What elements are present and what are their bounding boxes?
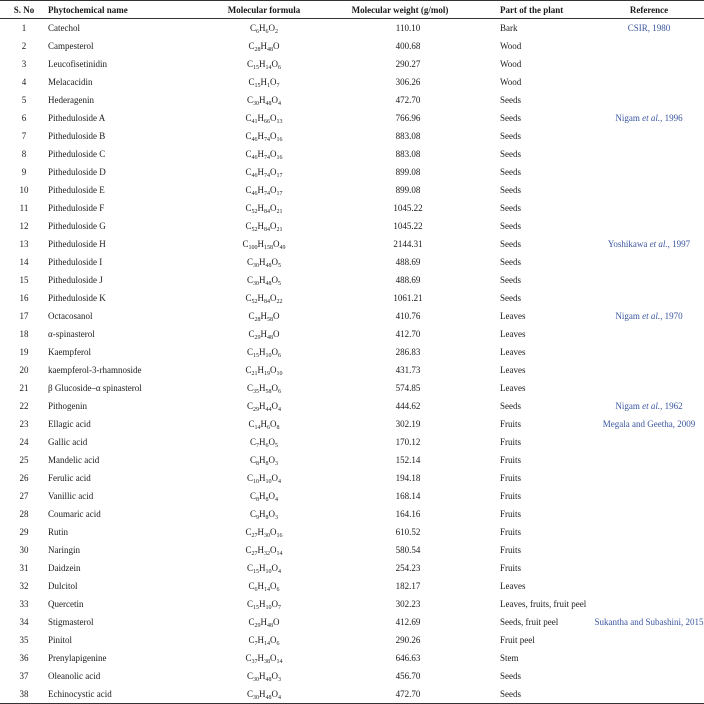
row-name: Pitheduloside I: [48, 257, 103, 267]
row-reference: [594, 667, 704, 685]
table-row: [0, 379, 704, 397]
table-row: [0, 91, 704, 109]
row-formula: $C_6H_{14}O_6$: [248, 581, 280, 593]
row-formula: $C_{30}H_{48}O_5$: [246, 275, 281, 287]
row-reference: [594, 487, 704, 505]
row-part: Leaves: [500, 581, 526, 591]
row-formula: $C_{14}H_6O_8$: [248, 419, 280, 431]
table-row: [0, 667, 704, 685]
row-mw: 254.23: [395, 563, 421, 573]
row-formula: $C_{29}H_{48}O$: [248, 617, 280, 629]
row-reference: Nigam et al., 1970: [615, 311, 683, 321]
row-sno: 17: [19, 311, 29, 321]
row-part: Fruits: [500, 455, 522, 465]
row-name: Gallic acid: [48, 437, 88, 447]
row-mw: 286.83: [395, 347, 421, 357]
row-part: Fruits: [500, 509, 522, 519]
table-row: [0, 19, 704, 38]
row-reference: [594, 271, 704, 289]
header-mw: Molecular weight (g/mol): [330, 1, 470, 19]
row-formula: $C_{27}H_{30}O_{16}$: [245, 527, 283, 539]
row-mw: 456.70: [395, 671, 421, 681]
header-name: Phytochemical name: [48, 1, 198, 19]
row-part: Fruits: [500, 527, 522, 537]
row-mw: 472.70: [395, 95, 421, 105]
row-formula: $C_9H_8O_3$: [249, 509, 278, 521]
row-mw: 290.27: [395, 59, 421, 69]
table-row: [0, 217, 704, 235]
row-sno: 33: [19, 599, 29, 609]
row-name: Leucofisetinidin: [48, 59, 107, 69]
row-mw: 2144.31: [393, 239, 423, 249]
table-row: [0, 199, 704, 217]
row-sno: 8: [21, 149, 27, 159]
table-row: [0, 253, 704, 271]
table-row: [0, 361, 704, 379]
row-formula: $C_{28}H_{48}O$: [248, 41, 280, 53]
table-row: [0, 577, 704, 595]
row-name: Pitheduloside C: [48, 149, 106, 159]
row-reference: [594, 379, 704, 397]
row-name: Naringin: [48, 545, 80, 555]
row-sno: 38: [0, 685, 48, 704]
row-reference: [594, 181, 704, 199]
row-part: Seeds: [500, 167, 521, 177]
table-row: [0, 451, 704, 469]
row-name: Vanillic acid: [48, 491, 94, 501]
row-reference: [594, 127, 704, 145]
row-reference: [594, 289, 704, 307]
row-part: Wood: [500, 59, 522, 69]
row-part: Seeds: [500, 203, 521, 213]
row-part: Seeds: [500, 257, 521, 267]
row-reference: [594, 469, 704, 487]
row-sno: 19: [19, 347, 29, 357]
row-sno: 6: [21, 113, 27, 123]
row-name: Hederagenin: [48, 95, 94, 105]
row-formula: $C_{46}H_{74}O_{16}$: [245, 131, 283, 143]
row-reference: [594, 163, 704, 181]
row-formula: $C_{30}H_{48}O_3$: [246, 671, 281, 683]
row-formula: $C_{15}H_{14}O_6$: [246, 59, 281, 71]
row-formula: $C_7H_6O_5$: [249, 437, 278, 449]
table-row: [0, 37, 704, 55]
row-mw: 444.62: [395, 401, 421, 411]
row-reference: [594, 253, 704, 271]
row-name: Melacacidin: [48, 77, 93, 87]
row-reference: Megala and Geetha, 2009: [602, 419, 696, 429]
row-formula: $C_{28}H_{58}O$: [248, 311, 280, 323]
row-part: Fruits: [500, 563, 522, 573]
row-part: Bark: [500, 23, 518, 33]
row-reference: [594, 685, 704, 704]
row-name: Pitheduloside K: [48, 293, 106, 303]
row-part: Fruits: [500, 545, 522, 555]
row-mw: 194.18: [395, 473, 421, 483]
row-sno: 5: [21, 95, 27, 105]
row-formula: $C_{30}H_{48}O_4$: [246, 95, 281, 107]
row-mw: 1045.22: [393, 203, 423, 213]
row-reference: [594, 433, 704, 451]
row-mw: 1061.21: [393, 293, 423, 303]
row-formula: $C_{29}H_{44}O_4$: [246, 401, 281, 413]
row-reference: [594, 217, 704, 235]
header-sno: S. No: [0, 1, 48, 19]
row-name: Quercetin: [48, 599, 84, 609]
row-part: Seeds: [500, 221, 521, 231]
table-row: [0, 343, 704, 361]
row-part: Seeds, fruit peel: [500, 617, 559, 627]
row-reference: [594, 55, 704, 73]
row-mw: 883.08: [395, 149, 421, 159]
row-mw: 610.52: [395, 527, 421, 537]
row-part: Leaves: [500, 365, 526, 375]
row-formula: $C_{15}H_1O_7$: [248, 77, 280, 89]
row-reference: [594, 361, 704, 379]
table-row: [0, 55, 704, 73]
row-name: β Glucoside–α spinasterol: [48, 383, 142, 393]
row-name: Rutin: [48, 527, 69, 537]
row-sno: 11: [19, 203, 29, 213]
table-row: [0, 181, 704, 199]
row-sno: 1: [21, 23, 27, 33]
row-formula: $C_{29}H_{48}O$: [248, 329, 280, 341]
row-sno: 9: [21, 167, 27, 177]
row-mw: 152.14: [395, 455, 421, 465]
row-mw: 899.08: [395, 167, 421, 177]
row-mw: 883.08: [395, 131, 421, 141]
row-sno: 23: [19, 419, 29, 429]
row-part: Wood: [500, 41, 522, 51]
row-mw: 472.70: [330, 685, 470, 704]
row-name: Pitheduloside D: [48, 167, 106, 177]
row-name: Dulcitol: [48, 581, 78, 591]
row-mw: 182.17: [395, 581, 421, 591]
row-sno: 24: [19, 437, 29, 447]
row-reference: [594, 595, 704, 613]
row-mw: 400.68: [395, 41, 421, 51]
row-part: Leaves: [500, 329, 526, 339]
row-sno: 32: [19, 581, 29, 591]
row-name: Stigmasterol: [48, 617, 94, 627]
row-formula: $C_{15}H_{10}O_7$: [246, 599, 281, 611]
row-formula: $C_{52}H_{84}O_{22}$: [245, 293, 283, 305]
row-reference: Yoshikawa et al., 1997: [607, 239, 691, 249]
row-part: Seeds: [500, 293, 521, 303]
row-sno: 10: [19, 185, 29, 195]
header-part: Part of the plant: [470, 1, 594, 19]
row-sno: 13: [19, 239, 29, 249]
row-part: Leaves: [500, 311, 526, 321]
row-name: Mandelic acid: [48, 455, 100, 465]
row-part: Seeds: [500, 185, 521, 195]
table-header: [0, 1, 704, 19]
row-sno: 12: [19, 221, 29, 231]
row-reference: [594, 523, 704, 541]
row-reference: [594, 577, 704, 595]
row-formula: $C_7H_{14}O_6$: [248, 635, 280, 647]
row-mw: 302.19: [395, 419, 421, 429]
row-part: Fruits: [500, 473, 522, 483]
row-reference: Nigam et al., 1962: [615, 401, 683, 411]
row-name: Catechol: [48, 23, 80, 33]
table-row: [0, 73, 704, 91]
row-name: Oleanolic acid: [48, 671, 101, 681]
row-name: α-spinasterol: [48, 329, 95, 339]
row-name: Echinocystic acid: [48, 685, 198, 704]
row-mw: 488.69: [395, 275, 421, 285]
row-sno: 21: [19, 383, 29, 393]
row-part: Leaves: [500, 347, 526, 357]
row-part: Fruits: [500, 419, 522, 429]
row-formula: $C_{41}H_{66}O_{13}$: [245, 113, 283, 125]
header-reference: Reference: [594, 1, 704, 19]
row-formula: $C_{10}H_{10}O_4$: [246, 473, 281, 485]
table-row: [0, 235, 704, 253]
table-row: [0, 541, 704, 559]
row-part: Leaves: [500, 383, 526, 393]
row-mw: 302.23: [395, 599, 421, 609]
row-reference: [594, 541, 704, 559]
row-sno: 2: [21, 41, 27, 51]
row-part: Fruits: [500, 491, 522, 501]
row-reference: [594, 91, 704, 109]
row-formula: $C_{15}H_{10}O_4$: [246, 563, 281, 575]
row-name: Octacosanol: [48, 311, 93, 321]
row-mw: 646.63: [395, 653, 421, 663]
row-reference: Sukantha and Subashini, 2015: [594, 617, 704, 627]
row-part: Leaves, fruits, fruit peel: [500, 599, 587, 609]
row-reference: [594, 73, 704, 91]
table-row: [0, 523, 704, 541]
row-reference: [594, 37, 704, 55]
row-formula: $C_{46}H_{74}O_{17}$: [245, 167, 283, 179]
row-sno: 3: [21, 59, 27, 69]
row-reference: [594, 343, 704, 361]
table-row: [0, 613, 704, 631]
row-sno: 4: [21, 77, 27, 87]
row-mw: 306.26: [395, 77, 421, 87]
table-body: [0, 19, 704, 704]
row-part: Stem: [500, 653, 519, 663]
row-name: Ferulic acid: [48, 473, 91, 483]
row-part: Wood: [500, 77, 522, 87]
row-formula: $C_{30}H_{48}O_5$: [246, 257, 281, 269]
row-mw: 766.96: [395, 113, 421, 123]
row-name: Pitheduloside A: [48, 113, 106, 123]
row-mw: 431.73: [395, 365, 421, 375]
row-sno: 20: [19, 365, 29, 375]
row-sno: 7: [21, 131, 27, 141]
row-name: Ellagic acid: [48, 419, 91, 429]
row-mw: 899.08: [395, 185, 421, 195]
row-reference: Nigam et al., 1996: [615, 113, 683, 123]
row-reference: CSIR, 1980: [627, 23, 671, 33]
row-formula: $C_{46}H_{74}O_{16}$: [245, 149, 283, 161]
row-formula: $C_6H_6O_2$: [249, 23, 278, 35]
row-formula: $C_{15}H_{10}O_6$: [246, 347, 281, 359]
row-part: Seeds: [500, 239, 521, 249]
row-part: Seeds: [470, 685, 594, 704]
row-formula: $C_{35}H_{58}O_6$: [246, 383, 281, 395]
row-reference: [594, 559, 704, 577]
row-reference: [594, 631, 704, 649]
row-sno: 25: [19, 455, 29, 465]
row-formula: $C_{37}H_{38}O_{14}$: [245, 653, 283, 665]
row-mw: 1045.22: [393, 221, 423, 231]
row-sno: 27: [19, 491, 29, 501]
row-formula: $C_{52}H_{84}O_{21}$: [245, 221, 283, 233]
row-formula: $C_{46}H_{74}O_{17}$: [245, 185, 283, 197]
row-reference: [594, 649, 704, 667]
row-reference: [594, 199, 704, 217]
table-row: [0, 163, 704, 181]
table-row: [0, 469, 704, 487]
table-row: [0, 487, 704, 505]
row-sno: 14: [19, 257, 29, 267]
row-sno: 15: [19, 275, 29, 285]
row-name: Pitheduloside E: [48, 185, 105, 195]
table-row: [0, 109, 704, 127]
row-name: Pitheduloside F: [48, 203, 105, 213]
row-sno: 37: [19, 671, 29, 681]
row-part: Fruits: [500, 437, 522, 447]
row-name: Pitheduloside B: [48, 131, 106, 141]
row-name: Pitheduloside J: [48, 275, 103, 285]
row-mw: 488.69: [395, 257, 421, 267]
header-formula: Molecular formula: [198, 1, 330, 19]
row-mw: 290.26: [395, 635, 421, 645]
row-sno: 31: [19, 563, 29, 573]
table-row: [0, 505, 704, 523]
row-name: Campesterol: [48, 41, 94, 51]
table-row: [0, 271, 704, 289]
row-sno: 30: [19, 545, 29, 555]
row-sno: 34: [19, 617, 29, 627]
row-name: Pitheduloside H: [48, 239, 106, 249]
row-part: Seeds: [500, 95, 521, 105]
row-part: Fruit peel: [500, 635, 535, 645]
row-part: Seeds: [500, 401, 521, 411]
row-mw: 168.14: [395, 491, 421, 501]
row-formula: $C_{52}H_{84}O_{21}$: [245, 203, 283, 215]
table-row: [0, 325, 704, 343]
row-name: Pithogenin: [48, 401, 88, 411]
row-mw: 410.76: [395, 311, 421, 321]
table-row: [0, 631, 704, 649]
row-mw: 412.69: [395, 617, 421, 627]
table-row: [0, 127, 704, 145]
table-row: [0, 415, 704, 433]
table-row: [0, 289, 704, 307]
table-row: [0, 559, 704, 577]
row-formula: $C_8H_8O_3$: [249, 455, 278, 467]
row-formula: $C_8H_8O_4$: [249, 491, 278, 503]
row-name: Daidzein: [48, 563, 81, 573]
row-sno: 36: [19, 653, 29, 663]
row-mw: 110.10: [395, 23, 421, 33]
row-part: Seeds: [500, 149, 521, 159]
table-row: [0, 649, 704, 667]
row-formula: $C_{30}H_{48}O_4$: [198, 685, 330, 704]
row-sno: 16: [19, 293, 29, 303]
row-mw: 170.12: [395, 437, 421, 447]
table-row: [0, 685, 704, 704]
row-part: Seeds: [500, 113, 521, 123]
row-reference: [594, 505, 704, 523]
row-sno: 28: [19, 509, 29, 519]
row-part: Seeds: [500, 131, 521, 141]
row-formula: $C_{27}H_{32}O_{14}$: [245, 545, 283, 557]
row-name: Prenylapigenine: [48, 653, 107, 663]
row-sno: 18: [19, 329, 29, 339]
row-name: Pitheduloside G: [48, 221, 106, 231]
row-mw: 164.16: [395, 509, 421, 519]
row-sno: 22: [19, 401, 29, 411]
row-part: Seeds: [500, 275, 521, 285]
row-sno: 29: [19, 527, 29, 537]
row-mw: 574.85: [395, 383, 421, 393]
row-sno: 35: [19, 635, 29, 645]
row-name: Kaempferol: [48, 347, 91, 357]
table-row: [0, 433, 704, 451]
row-sno: 26: [19, 473, 29, 483]
table-row: [0, 145, 704, 163]
row-reference: [594, 325, 704, 343]
row-part: Seeds: [500, 671, 521, 681]
row-formula: $C_{21}H_{19}O_{10}$: [245, 365, 283, 377]
row-reference: [594, 451, 704, 469]
row-formula: $C_{100}H_{158}O_{49}$: [242, 239, 286, 251]
row-name: Coumaric acid: [48, 509, 101, 519]
row-mw: 580.54: [395, 545, 421, 555]
row-name: kaempferol-3-rhamnoside: [48, 365, 142, 375]
row-reference: [594, 145, 704, 163]
row-name: Pinitol: [48, 635, 73, 645]
row-mw: 412.70: [395, 329, 421, 339]
table-row: [0, 397, 704, 415]
table-row: [0, 307, 704, 325]
table-row: [0, 595, 704, 613]
